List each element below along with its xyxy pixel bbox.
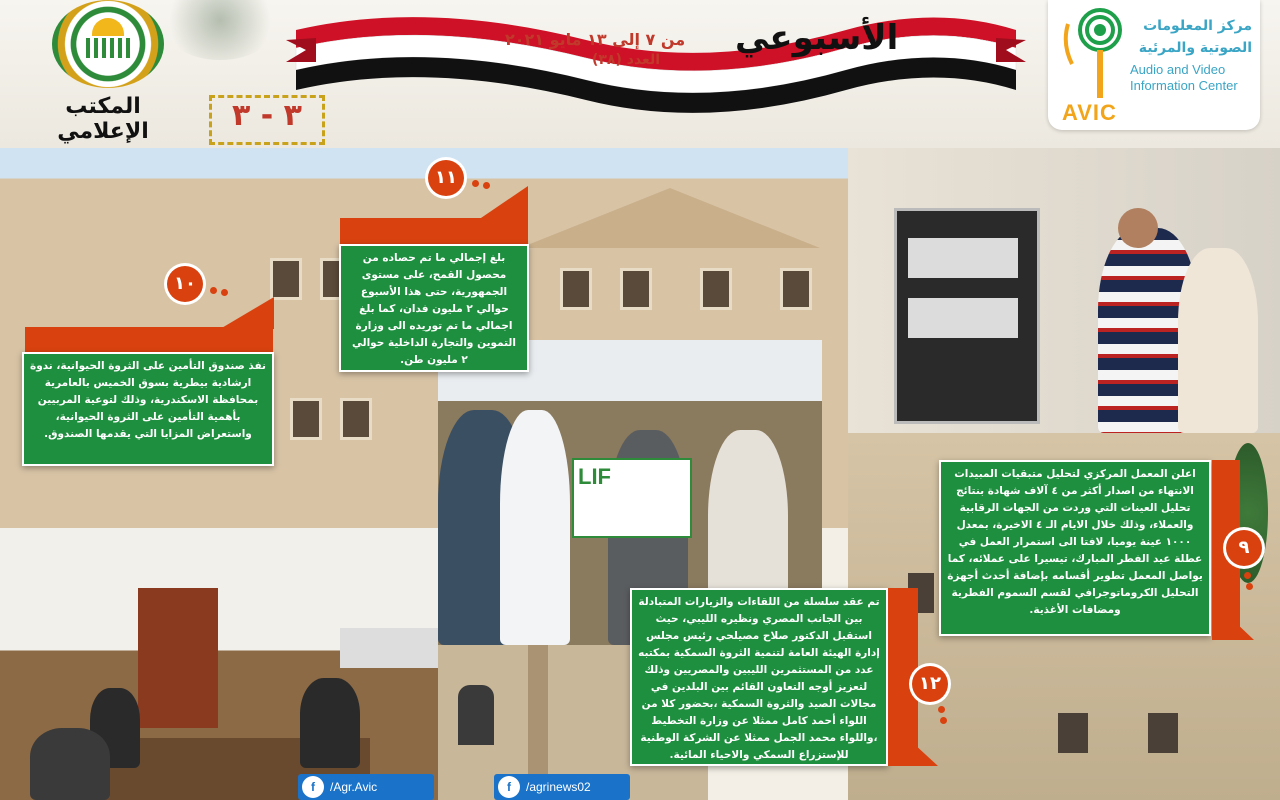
ministry-logo (52, 0, 164, 88)
facebook-link-agrinews[interactable] (494, 774, 630, 800)
facebook-icon: f (302, 776, 324, 798)
avic-acronym: AVIC (1062, 100, 1117, 125)
insurance-poster (572, 458, 692, 538)
meeting-room-photo (0, 528, 438, 800)
news-11-tab (340, 218, 528, 246)
news-item-12: تم عقد سلسلة من اللقاءات والزيارات المتبادلة بين الجانب المصري ونظيره الليبي، حيث استقبل الدكتور صلاح مصيلحي رئيس مجلس إدارة الهيئة العامة لتنمية الثروة السمكية بمكتبه عدد من المستثمرين الليبين والمصريين وذلك لتعزيز أوجه التعاون القائم بين البلدين في مجالات الصيد والثروة السمكية ،بحضور كلا من اللواء أحمد كامل ممثلا عن وزارة التخطيط ،واللواء محمد الجمل ممثلا عن الشركة الوطنية للإستزراع السمكي والاحياء المائية. (630, 588, 888, 766)
avic-arabic-name-2: الصوتية والمرئية (1138, 40, 1252, 56)
news-number-11: ١١ (428, 160, 464, 196)
avic-english-name-2: Information Center (1130, 78, 1238, 93)
wheat-icon (86, 38, 130, 58)
facebook-icon: f (498, 776, 520, 798)
issue-number: العدد (٣٨) (592, 52, 661, 68)
facebook-handle-agrinews: /agrinews02 (526, 780, 591, 794)
news-number-9: ٩ (1226, 530, 1262, 566)
media-office-label: المكتب الإعلامي (57, 94, 149, 144)
palm-decoration (160, 0, 280, 60)
broadcast-icon (1060, 4, 1124, 104)
lab-photo (848, 148, 1280, 433)
page-indicator: ٣ - ٣ (209, 95, 325, 145)
news-item-11: بلغ إجمالي ما تم حصاده من محصول القمح، على مستوى الجمهورية، حتى هذا الأسبوع حوالي ٢ مليون فدان، كما بلغ اجمالي ما تم توريده الى وزارة التموين والتجارة الداخلية حوالي ٢ مليون طن. (339, 244, 529, 372)
avic-arabic-name-1: مركز المعلومات (1143, 18, 1252, 34)
news-number-12: ١٢ (912, 666, 948, 702)
facebook-handle-avic: /Agr.Avic (330, 780, 378, 794)
poster-logo: LIF (578, 464, 611, 489)
sun-icon (92, 18, 124, 36)
news-number-10: ١٠ (167, 266, 203, 302)
news-10-tab (25, 327, 273, 355)
news-item-9: اعلن المعمل المركزي لتحليل متبقيات المبيدات الانتهاء من اصدار أكثر من ٤ آلاف شهادة بنتائج تحليل العينات التي وردت من الجهات الرقابية والعملاء، وذلك خلال الايام الـ ٤ الاخيرة، بمعدل ١٠٠٠ عينة يوميا، لافتا الى استمرار العمل في عطلة عيد الفطر المبارك، تيسيرا على عملائه، كما يواصل المعمل تطوير أقسامه بإضافة أحدث أجهزة التحليل الكروماتوجرافي لقسم السموم الفطرية ومضافات الأغذية. (939, 460, 1211, 636)
avic-english-name-1: Audio and Video (1130, 62, 1226, 77)
news-item-10: نفذ صندوق التأمين على الثروة الحيوانية، ندوة ارشادية بيطرية بسوق الخميس بالعامرية بمحافظة الاسكندرية، وذلك لتوعية المربيين بأهمية التأمين على الثروة الحيوانية، واستعراض المزايا التي يقدمها الصندوق. (22, 352, 274, 466)
date-range: من ٧ إلى ١٣ مايو ٢٠٢١ (505, 30, 686, 49)
avic-logo-card (1048, 0, 1260, 130)
weekly-title: الأسبوعي (735, 18, 899, 58)
facebook-link-avic[interactable] (298, 774, 434, 800)
header (0, 0, 1280, 148)
